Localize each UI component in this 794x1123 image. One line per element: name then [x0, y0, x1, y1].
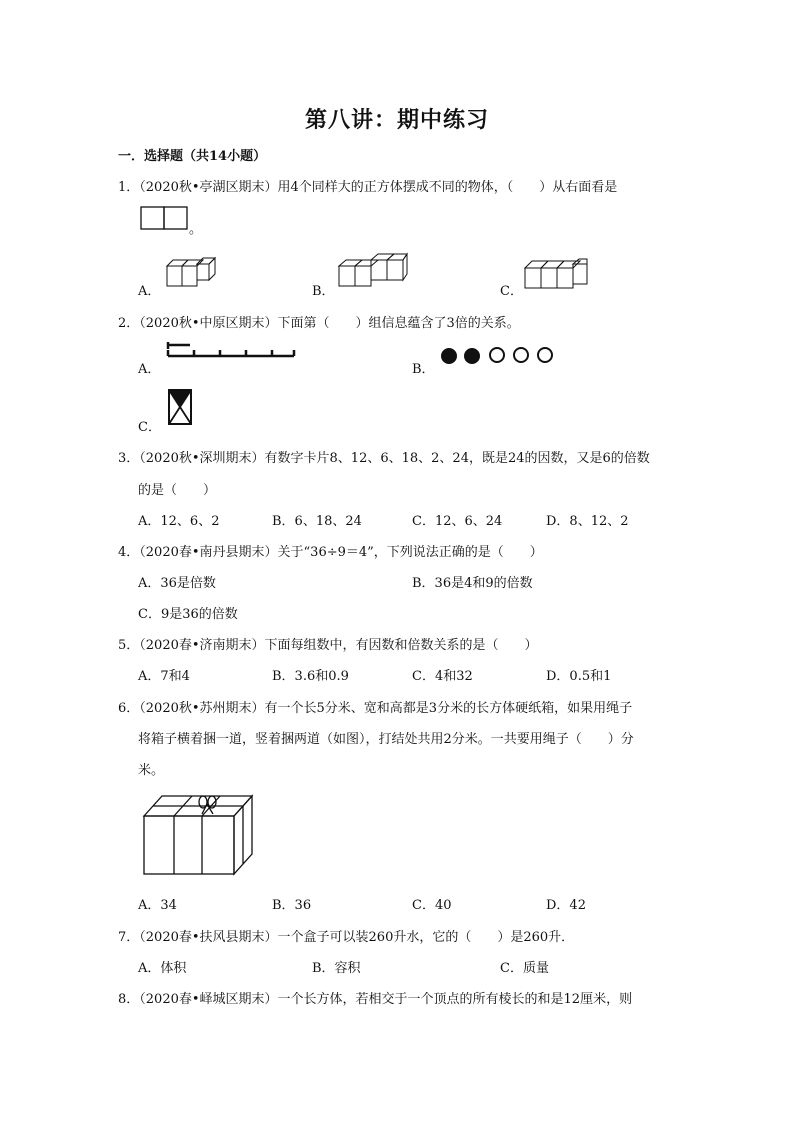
q3-option-b[interactable]: B．6、18、24	[272, 514, 362, 529]
q1-option-a-figure	[163, 254, 223, 290]
q1-option-a[interactable]: A．	[138, 284, 161, 299]
q3-option-c[interactable]: C．12、6、24	[412, 514, 503, 529]
question-3-text-line2: 的是（ ）	[138, 483, 217, 498]
q5-option-d[interactable]: D．0.5和1	[546, 669, 612, 684]
q1-right-view-figure	[140, 206, 190, 232]
q7-option-b[interactable]: B．容积	[312, 961, 361, 976]
question-1-text: 1．（2020秋•亭湖区期末）用4个同样大的正方体摆成不同的物体，（ ）从右面看是	[118, 180, 618, 195]
q1-option-c[interactable]: C．	[500, 284, 523, 299]
q5-option-c[interactable]: C．4和32	[412, 669, 473, 684]
q2-option-a[interactable]: A．	[138, 362, 161, 377]
page-title: 第八讲：期中练习	[304, 107, 489, 133]
q6-option-d[interactable]: D．42	[546, 898, 586, 913]
q7-option-c[interactable]: C．质量	[500, 961, 549, 976]
question-5-text: 5．（2020春•济南期末）下面每组数中，有因数和倍数关系的是（ ）	[118, 638, 538, 653]
q4-option-c[interactable]: C．9是36的倍数	[138, 607, 238, 622]
q6-tied-box-figure	[140, 792, 255, 878]
q5-option-a[interactable]: A．7和4	[138, 669, 190, 684]
q6-option-a[interactable]: A．34	[138, 898, 177, 913]
question-1-suffix: 。	[189, 222, 203, 237]
q1-option-b[interactable]: B．	[312, 284, 335, 299]
question-4-text: 4．（2020春•南丹县期末）关于“36÷9＝4”，下列说法正确的是（ ）	[118, 545, 543, 560]
q4-option-b[interactable]: B．36是4和9的倍数	[412, 576, 533, 591]
question-7-text: 7．（2020春•扶风县期末）一个盒子可以装260升水，它的（ ）是260升．	[118, 930, 575, 945]
q6-option-b[interactable]: B．36	[272, 898, 312, 913]
section-heading: 一．选择题（共14小题）	[118, 149, 267, 164]
question-6-text-line1: 6．（2020秋•苏州期末）有一个长5分米、宽和高都是3分米的长方体硬纸箱，如果用绳子	[118, 701, 633, 716]
q2-option-a-line-segments	[164, 341, 300, 365]
question-2-text: 2．（2020秋•中原区期末）下面第（ ）组信息蕴含了3倍的关系。	[118, 316, 520, 331]
q4-option-a[interactable]: A．36是倍数	[138, 576, 216, 591]
q2-option-b[interactable]: B．	[412, 362, 435, 377]
question-6-text-line2: 将箱子横着捆一道，竖着捆两道（如图），打结处共用2分米。一共要用绳子（ ）分	[138, 732, 634, 747]
q6-option-c[interactable]: C．40	[412, 898, 452, 913]
q7-option-a[interactable]: A．体积	[138, 961, 187, 976]
question-6-text-line3: 米。	[138, 763, 165, 778]
q1-option-b-figure	[337, 252, 409, 290]
q2-option-c-square-figure	[167, 388, 195, 428]
q3-option-d[interactable]: D．8、12、2	[546, 514, 629, 529]
question-3-text-line1: 3．（2020秋•深圳期末）有数字卡片8、12、6、18、2、24，既是24的因数，又是6的倍数	[118, 451, 650, 466]
q2-option-b-circles	[438, 345, 558, 369]
q5-option-b[interactable]: B．3.6和0.9	[272, 669, 349, 684]
q3-option-a[interactable]: A．12、6、2	[138, 514, 220, 529]
q1-option-c-figure	[523, 256, 591, 290]
q2-option-c[interactable]: C．	[138, 420, 161, 435]
question-8-text: 8．（2020春•峄城区期末）一个长方体，若相交于一个顶点的所有棱长的和是12厘米，则	[118, 992, 633, 1007]
